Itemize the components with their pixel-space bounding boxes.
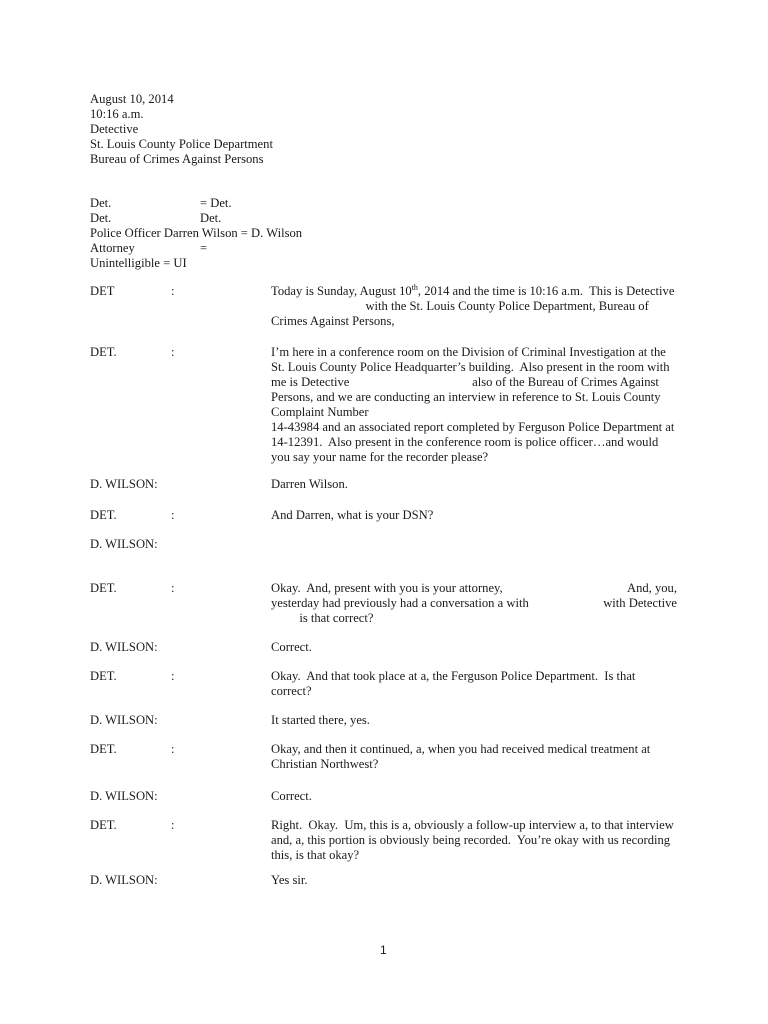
line-text: Complaint Number	[271, 405, 369, 419]
utterance-line	[271, 390, 677, 405]
speaker-colon: :	[171, 345, 175, 359]
line-text: 14-12391. Also present in the conference room is police officer…and would	[271, 435, 659, 449]
line-text: correct?	[271, 684, 312, 698]
abbreviation-right: =	[200, 241, 208, 255]
line-text: me is Detective also of the Bureau of Crimes Against	[271, 375, 659, 389]
abbreviation-list	[90, 196, 350, 271]
utterance-text	[271, 669, 677, 699]
header-rank: Detective	[90, 122, 139, 136]
abbreviation-row	[90, 241, 350, 256]
utterance-line	[271, 508, 677, 523]
utterance-line	[271, 450, 677, 465]
utterance-line	[271, 375, 677, 390]
utterance-text	[271, 713, 677, 728]
utterance-line	[271, 611, 677, 626]
utterance-line	[271, 789, 677, 804]
line-text: Darren Wilson.	[271, 477, 348, 491]
line-text: with the St. Louis County Police Department, Bureau of	[271, 299, 649, 313]
speaker-label: DET.	[90, 669, 117, 683]
header-time: 10:16 a.m.	[90, 107, 144, 121]
utterance-line	[271, 299, 677, 314]
line-text: Yes sir.	[271, 873, 308, 887]
abbreviation-right: = Det.	[200, 196, 232, 210]
line-text: And Darren, what is your DSN?	[271, 508, 434, 522]
line-text: Correct.	[271, 789, 312, 803]
speaker-label: DET	[90, 284, 115, 298]
utterance-line	[271, 757, 677, 772]
utterance-line	[271, 581, 677, 596]
utterance-line	[271, 833, 677, 848]
header-bureau: Bureau of Crimes Against Persons	[90, 152, 264, 166]
line-text-right: And, you,	[626, 581, 677, 595]
utterance-line	[271, 713, 677, 728]
speaker-label: DET.	[90, 742, 117, 756]
utterance-line	[271, 314, 677, 329]
line-text: Okay, and then it continued, a, when you had received medical treatment at	[271, 742, 651, 756]
speaker-label: DET.	[90, 345, 117, 359]
speaker-colon: :	[171, 581, 175, 595]
utterance-text	[271, 640, 677, 655]
abbreviation-left: Det.	[90, 211, 112, 225]
abbreviation-left: Police Officer Darren Wilson = D. Wilson	[90, 226, 303, 240]
utterance-text	[271, 477, 677, 492]
utterance-line	[271, 669, 677, 684]
speaker-label: D. WILSON:	[90, 713, 158, 727]
abbreviation-right: Det.	[200, 211, 222, 225]
line-text-continued: , 2014 and the time is 10:16 a.m. This is Detective	[417, 284, 675, 298]
speaker-label: D. WILSON:	[90, 537, 158, 551]
utterance-text	[271, 873, 677, 888]
line-text: Correct.	[271, 640, 312, 654]
line-text: Today is Sunday, August 10	[271, 284, 412, 298]
utterance-line	[271, 420, 677, 435]
speaker-colon: :	[171, 284, 175, 298]
speaker-colon: :	[171, 742, 175, 756]
utterance-text	[271, 508, 677, 523]
abbreviation-row	[90, 256, 350, 271]
utterance-line	[271, 818, 677, 833]
utterance-line	[271, 284, 677, 299]
speaker-label: DET.	[90, 818, 117, 832]
line-text: Persons, and we are conducting an interview in reference to St. Louis County	[271, 390, 661, 404]
page-number: 1	[380, 943, 387, 957]
speaker-label: D. WILSON:	[90, 873, 158, 887]
line-text: yesterday had previously had a conversation a with	[271, 596, 529, 610]
utterance-line	[271, 405, 677, 420]
line-text: Right. Okay. Um, this is a, obviously a follow-up interview a, to that interview	[271, 818, 674, 832]
header-date: August 10, 2014	[90, 92, 174, 106]
line-text: you say your name for the recorder please?	[271, 450, 489, 464]
speaker-label: DET.	[90, 581, 117, 595]
utterance-line	[271, 360, 677, 375]
utterance-line	[271, 684, 677, 699]
line-text: Okay. And that took place at a, the Ferguson Police Department. Is that	[271, 669, 636, 683]
line-text: I’m here in a conference room on the Division of Criminal Investigation at the	[271, 345, 666, 359]
document-header	[90, 92, 273, 167]
utterance-text	[271, 284, 677, 329]
abbreviation-left: Det.	[90, 196, 112, 210]
utterance-line	[271, 848, 677, 863]
utterance-line	[271, 742, 677, 757]
header-department: St. Louis County Police Department	[90, 137, 273, 151]
utterance-line	[271, 640, 677, 655]
utterance-line	[271, 345, 677, 360]
speaker-colon: :	[171, 508, 175, 522]
speaker-colon: :	[171, 669, 175, 683]
utterance-line	[271, 435, 677, 450]
ordinal-superscript: th	[411, 283, 418, 292]
utterance-text	[271, 345, 677, 465]
abbreviation-row	[90, 196, 350, 211]
line-text: Christian Northwest?	[271, 757, 379, 771]
line-text: Crimes Against Persons,	[271, 314, 395, 328]
utterance-line	[271, 477, 677, 492]
utterance-text	[271, 742, 677, 772]
abbreviation-row	[90, 226, 350, 241]
line-text: St. Louis County Police Headquarter’s building. Also present in the room with	[271, 360, 670, 374]
utterance-text	[271, 818, 677, 863]
abbreviation-left: Attorney	[90, 241, 135, 255]
line-text: is that correct?	[271, 611, 374, 625]
speaker-label: D. WILSON:	[90, 789, 158, 803]
speaker-label: DET.	[90, 508, 117, 522]
speaker-label: D. WILSON:	[90, 640, 158, 654]
line-text: 14-43984 and an associated report completed by Ferguson Police Department at	[271, 420, 675, 434]
utterance-line	[271, 873, 677, 888]
utterance-text	[271, 789, 677, 804]
line-text: this, is that okay?	[271, 848, 360, 862]
abbreviation-row	[90, 211, 350, 226]
utterance-text	[271, 581, 677, 626]
speaker-label: D. WILSON:	[90, 477, 158, 491]
speaker-colon: :	[171, 818, 175, 832]
utterance-line	[271, 596, 677, 611]
line-text-right: with Detective	[603, 596, 677, 610]
line-text: Okay. And, present with you is your attorney,	[271, 581, 503, 595]
line-text: It started there, yes.	[271, 713, 370, 727]
abbreviation-left: Unintelligible = UI	[90, 256, 187, 270]
line-text: and, a, this portion is obviously being recorded. You’re okay with us recording	[271, 833, 671, 847]
